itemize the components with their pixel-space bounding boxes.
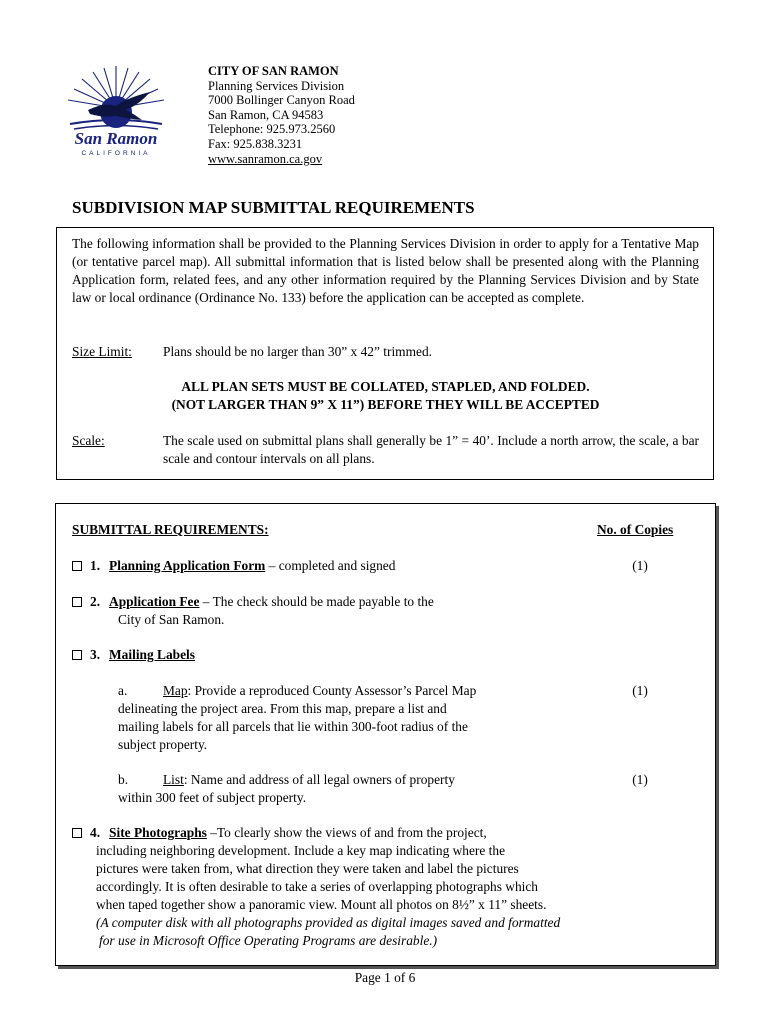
fax: Fax: 925.838.3231 <box>208 136 303 151</box>
item-4-note-line-2: for use in Microsoft Office Operating Programs are desirable.) <box>99 933 438 948</box>
notice-line-1: ALL PLAN SETS MUST BE COLLATED, STAPLED, AND FOLDED. <box>181 379 590 394</box>
item-4-line-2: including neighboring development. Include a key map indicating where the <box>96 843 506 858</box>
city-state-zip: San Ramon, CA 94583 <box>208 107 324 122</box>
item-4-line-5: when taped together show a panoramic view. Mount all photos on 8½” x 11” sheets. <box>96 897 547 912</box>
item-3b-title: List <box>163 772 184 787</box>
intro-paragraph: The following information shall be provided to the Planning Services Division in order to apply for a Tentative Map (or tentative parcel map). All submittal information that is listed below shall be presented along with the Planning Application form, related fees, and any other information required by the Planning Services Division and by State law or local ordinance (Ordinance No. 133) before the application can be accepted as complete. <box>72 236 699 305</box>
scale-label: Scale: <box>72 433 105 448</box>
item-3a-line-1 <box>163 682 476 700</box>
item-title: Site Photographs <box>109 825 207 840</box>
telephone: Telephone: 925.973.2560 <box>208 122 336 137</box>
item-1-copies: (1) <box>632 558 648 573</box>
item-text: – The check should be made payable to the <box>199 594 434 609</box>
item-4-line-4: accordingly. It is often desirable to take a series of overlapping photographs which <box>96 879 539 894</box>
size-limit-label: Size Limit: <box>72 344 132 359</box>
item-3b-line-1 <box>163 771 455 789</box>
copies-heading: No. of Copies <box>597 522 674 537</box>
item-title: Application Fee <box>109 594 200 609</box>
checkbox-icon[interactable] <box>72 828 82 838</box>
item-3a-title: Map <box>163 683 188 698</box>
requirement-item-1 <box>72 557 395 575</box>
item-3b-line-2: within 300 feet of subject property. <box>118 790 307 805</box>
checkbox-icon[interactable] <box>72 597 82 607</box>
item-number: 4. <box>90 825 101 840</box>
street-address: 7000 Bollinger Canyon Road <box>208 93 355 108</box>
item-text: – completed and signed <box>265 558 396 573</box>
item-3b-text: : Name and address of all legal owners of property <box>183 772 455 787</box>
requirement-item-3 <box>72 646 195 664</box>
item-number: 1. <box>90 558 101 573</box>
item-3a-text: : Provide a reproduced County Assessor’s Parcel Map <box>187 683 477 698</box>
website-link[interactable]: www.sanramon.ca.gov <box>208 151 323 166</box>
logo-subtext: CALIFORNIA <box>81 150 151 157</box>
item-3b-copies: (1) <box>632 772 648 787</box>
address-block <box>208 64 355 166</box>
size-limit-text: Plans should be no larger than 30” x 42” trimmed. <box>163 344 433 359</box>
checkbox-icon[interactable] <box>72 650 82 660</box>
item-3b-marker: b. <box>118 772 129 787</box>
city-logo <box>60 62 172 160</box>
item-3a-marker: a. <box>118 683 128 698</box>
notice-line-2: (NOT LARGER THAN 9” X 11”) BEFORE THEY WILL BE ACCEPTED <box>171 397 600 412</box>
item-title: Mailing Labels <box>109 647 195 662</box>
item-3a-copies: (1) <box>632 683 648 698</box>
requirements-heading: SUBMITTAL REQUIREMENTS: <box>72 522 269 537</box>
org-name: CITY OF SAN RAMON <box>208 64 339 78</box>
sun-eagle-emblem <box>60 62 172 160</box>
item-title: Planning Application Form <box>109 558 266 573</box>
page-number: Page 1 of 6 <box>354 970 416 985</box>
requirement-item-4 <box>72 824 487 842</box>
logo-wordmark: San Ramon <box>74 129 158 148</box>
item-number: 2. <box>90 594 101 609</box>
item-text: –To clearly show the views of and from the project, <box>206 825 487 840</box>
item-number: 3. <box>90 647 101 662</box>
item-3a-line-3: mailing labels for all parcels that lie within 300-foot radius of the <box>118 719 468 734</box>
item-3a-line-2: delineating the project area. From this map, prepare a list and <box>118 701 447 716</box>
item-3a-line-4: subject property. <box>118 737 208 752</box>
checkbox-icon[interactable] <box>72 561 82 571</box>
page-title: SUBDIVISION MAP SUBMITTAL REQUIREMENTS <box>72 198 475 217</box>
item-4-line-3: pictures were taken from, what direction they were taken and label the pictures <box>96 861 519 876</box>
scale-text: The scale used on submittal plans shall generally be 1” = 40’. Include a north arrow, the scale, a bar scale and contour intervals on all plans. <box>163 433 699 466</box>
requirement-item-2 <box>72 593 434 611</box>
item-4-note-line-1: (A computer disk with all photographs provided as digital images saved and formatted <box>96 915 561 930</box>
item-2-line-2: City of San Ramon. <box>118 612 225 627</box>
division-name: Planning Services Division <box>208 78 345 93</box>
